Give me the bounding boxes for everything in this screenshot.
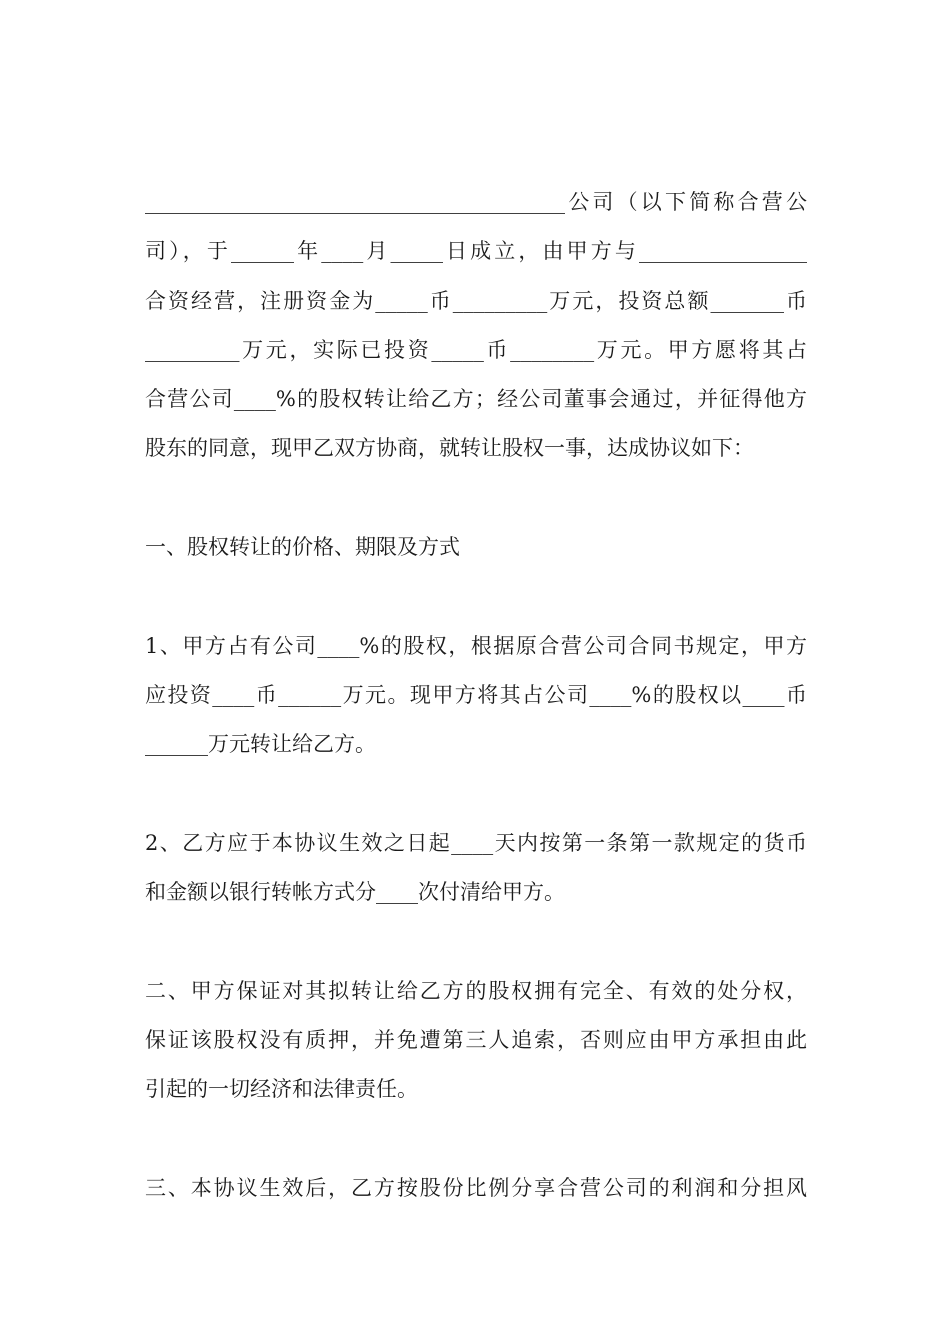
section-2-paragraph — [145, 967, 807, 1115]
text-line: _________万元，实际已投资_____币________万元。甲方愿将其占 — [145, 337, 807, 362]
text-line: 司），于______年____月_____日成立，由甲方与________________ — [145, 239, 807, 264]
intro-paragraph — [145, 178, 807, 474]
section-1-heading: 一、股权转让的价格、期限及方式 — [145, 535, 460, 560]
text-line: ________________________________________公司（以下简称合营公 — [145, 190, 807, 214]
text-line: ______万元转让给乙方。 — [145, 732, 376, 757]
text-line: 二、甲方保证对其拟转让给乙方的股权拥有完全、有效的处分权， — [145, 978, 807, 1003]
clause-2-paragraph — [145, 819, 807, 918]
text-line: 1、甲方占有公司____%的股权，根据原合营公司合同书规定，甲方 — [145, 633, 807, 658]
text-line: 股东的同意，现甲乙双方协商，就转让股权一事，达成协议如下： — [145, 436, 754, 461]
document-body — [145, 178, 807, 1213]
section-3-paragraph — [145, 1164, 807, 1213]
text-line: 合资经营，注册资金为_____币_________万元，投资总额_______币 — [145, 288, 807, 313]
text-line: 合营公司____%的股权转让给乙方；经公司董事会通过，并征得他方 — [145, 387, 807, 412]
text-line: 保证该股权没有质押，并免遭第三人追索，否则应由甲方承担由此 — [145, 1028, 807, 1053]
section-heading — [145, 523, 807, 572]
text-line: 引起的一切经济和法律责任。 — [145, 1077, 418, 1102]
clause-1-paragraph — [145, 622, 807, 770]
text-line: 2、乙方应于本协议生效之日起____天内按第一条第一款规定的货币 — [145, 830, 807, 855]
text-line: 应投资____币______万元。现甲方将其占公司____%的股权以____币 — [145, 682, 807, 707]
text-line: 三、本协议生效后，乙方按股份比例分享合营公司的利润和分担风 — [145, 1175, 807, 1200]
text-line: 和金额以银行转帐方式分____次付清给甲方。 — [145, 880, 565, 905]
